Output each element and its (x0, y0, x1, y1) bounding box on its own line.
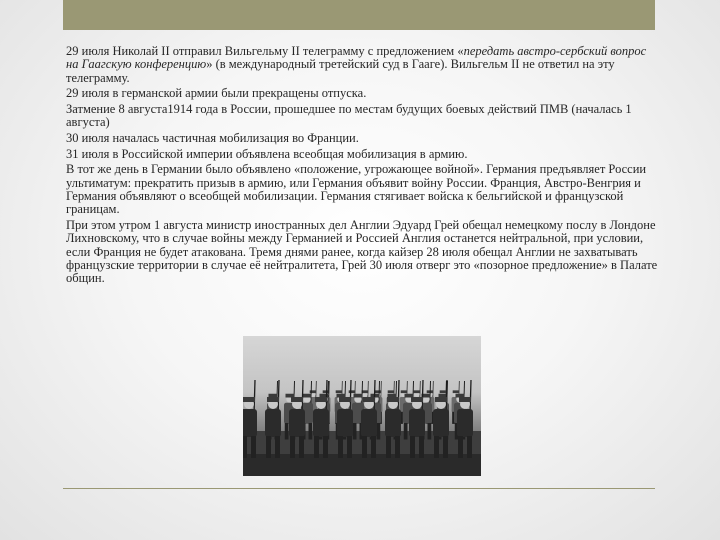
text-run: В тот же день в Германии было объявлено «положение, угрожающее войной». Германия предъявляет России ультиматум: прекратить призыв в армию, или Германия объявит войну России. Франция, Австро-Венгрия и Германия объявляют о всеобщей мобилизации. Германия стягивает войска к бельгийской и французской границам. (66, 162, 647, 217)
text-body (66, 45, 658, 288)
historical-photo-soldiers-marching (243, 336, 481, 476)
paragraph (66, 45, 658, 85)
top-accent-band (63, 0, 655, 30)
text-run: 29 июля Николай II отправил Вильгельму II телеграмму с предложением « (66, 44, 464, 58)
text-run: 30 июля началась частичная мобилизация во Франции. (66, 130, 359, 145)
text-run: Затмение 8 августа1914 года в России, прошедшее по местам будущих боевых действий ПМВ (началась 1 августа) (66, 101, 632, 130)
text-run: При этом утром 1 августа министр иностранных дел Англии Эдуард Грей обещал немецкому послу в Лондоне Лихновскому, что в случае войны между Германией и Россией Англия останется нейтральной, при условии, если Франция не будет атакована. Тремя днями ранее, когда кайзер 28 июля обещал Англии не захватывать французские территории в случае её нейтралитета, Грей 30 июля отверг это «позорное предложение» в Палате общин. (66, 217, 658, 286)
text-run: » (в международный третейский суд в Гааге). Вильгельм II не ответил на эту телеграмму. (66, 57, 615, 85)
photo-illustration (243, 336, 481, 476)
text-run: 29 июля в германской армии были прекращены отпуска. (66, 86, 367, 101)
paragraph (66, 219, 658, 285)
paragraph (66, 163, 658, 216)
italic-quote: передать австро-сербский вопрос на Гаагскую конференцию (66, 44, 647, 72)
text-run: 31 июля в Российской империи объявлена всеобщая мобилизация в армию. (66, 146, 468, 161)
paragraph (66, 132, 658, 145)
bottom-divider (63, 488, 655, 489)
paragraph (66, 87, 658, 100)
paragraph (66, 103, 658, 130)
paragraph (66, 148, 658, 161)
